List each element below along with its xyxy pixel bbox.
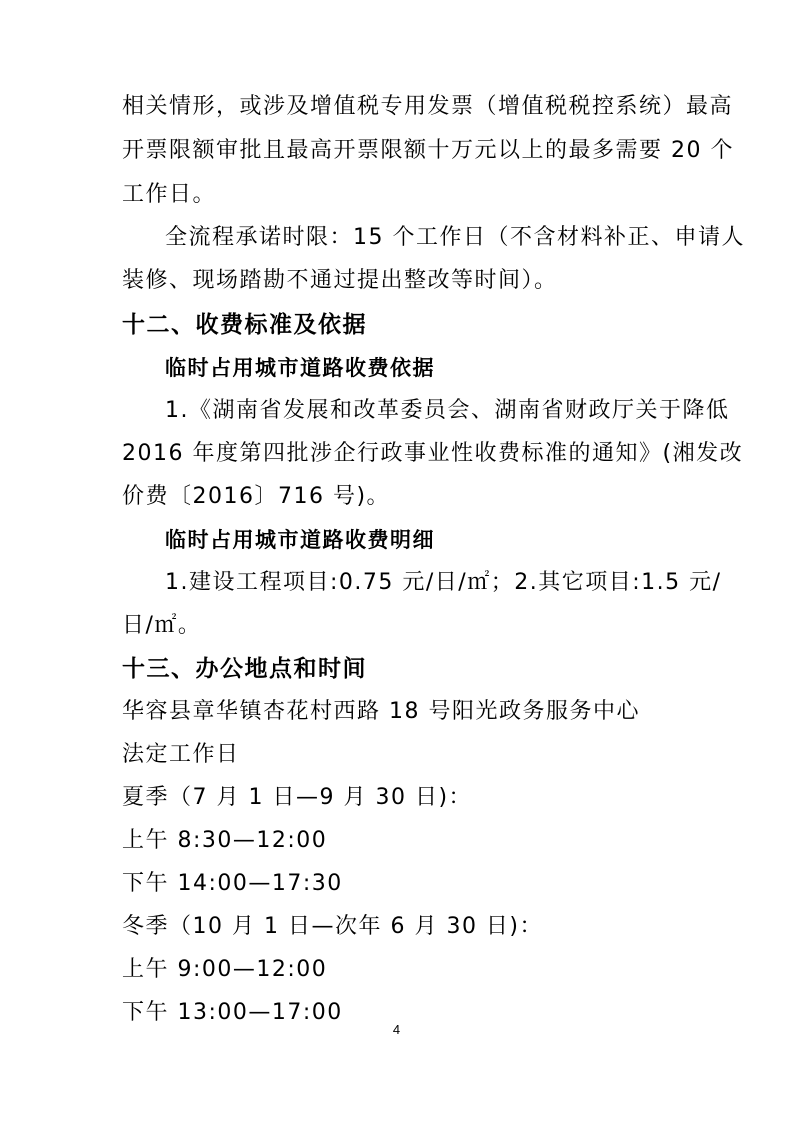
page-number: 4: [392, 1022, 401, 1037]
paragraph-line: 开票限额审批且最高开票限额十万元以上的最多需要 20 个: [122, 138, 734, 163]
paragraph-line: 相关情形，或涉及增值税专用发票（增值税税控系统）最高: [122, 94, 734, 119]
paragraph-line: 上午 9:00—12:00: [122, 957, 328, 982]
office-address: 华容县章华镇杏花村西路 18 号阳光政务服务中心: [122, 699, 640, 724]
paragraph-line: 全流程承诺时限：15 个工作日（不含材料补正、申请人: [165, 225, 745, 250]
paragraph-line: 夏季（7 月 1 日—9 月 30 日)：: [122, 785, 473, 810]
paragraph-line: 上午 8:30—12:00: [122, 828, 328, 853]
paragraph-line: 2016 年度第四批涉企行政事业性收费标准的通知》(湘发改: [122, 441, 744, 466]
paragraph-line: 价费〔2016〕716 号)。: [122, 484, 391, 509]
paragraph-line: 1.《湖南省发展和改革委员会、湖南省财政厅关于降低: [165, 398, 730, 423]
paragraph-line: 冬季（10 月 1 日—次年 6 月 30 日)：: [122, 914, 544, 939]
section-heading-12: 十二、收费标准及依据: [122, 312, 367, 338]
paragraph-line: 日/㎡。: [122, 613, 202, 638]
paragraph-line: 装修、现场踏勘不通过提出整改等时间）。: [122, 268, 558, 293]
subheading-fee-details: 临时占用城市道路收费明细: [165, 528, 435, 552]
paragraph-line: 下午 14:00—17:30: [122, 871, 343, 896]
subheading-fee-basis: 临时占用城市道路收费依据: [165, 356, 435, 380]
paragraph-line: 1.建设工程项目:0.75 元/日/㎡；2.其它项目:1.5 元/: [165, 570, 722, 595]
paragraph-line: 工作日。: [122, 182, 217, 207]
paragraph-line: 下午 13:00—17:00: [122, 1000, 343, 1025]
section-heading-13: 十三、办公地点和时间: [122, 656, 367, 682]
paragraph-line: 法定工作日: [122, 742, 240, 767]
